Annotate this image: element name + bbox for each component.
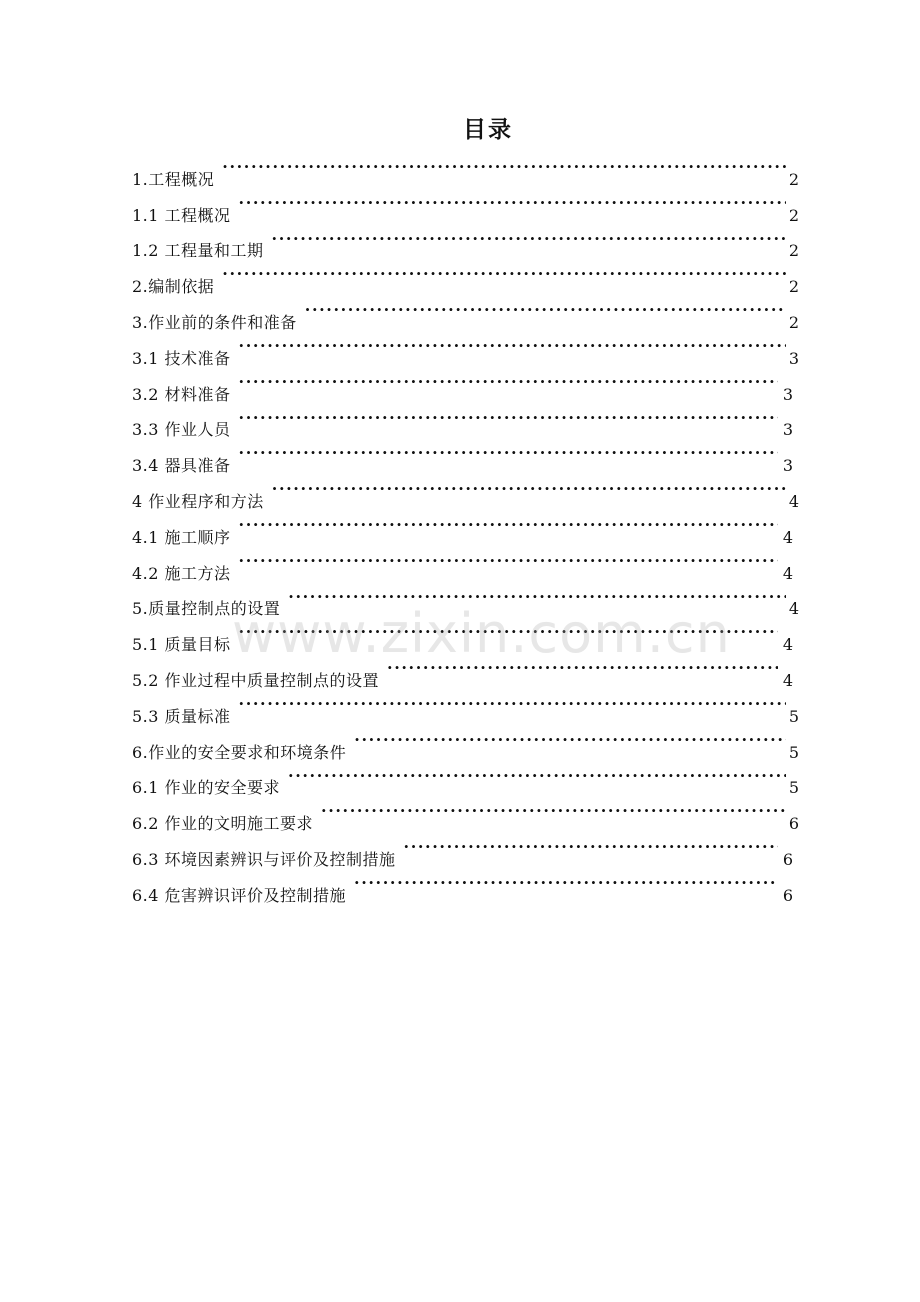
toc-dot-leader	[404, 829, 778, 865]
table-of-contents	[132, 149, 799, 905]
toc-dot-leader	[239, 686, 786, 722]
toc-page-number: 5	[788, 706, 799, 726]
toc-page-number: 2	[788, 205, 799, 225]
toc-page-number: 3	[782, 420, 793, 440]
toc-entry-label: 3.1 技术准备	[132, 348, 231, 368]
toc-page-number: 4	[782, 527, 793, 547]
toc-dot-leader	[239, 328, 786, 364]
toc-entry[interactable]	[132, 256, 799, 297]
toc-entry[interactable]	[132, 471, 799, 511]
toc-entry-label: 1.工程概况	[132, 169, 215, 189]
toc-entry-label: 3.4 器具准备	[132, 456, 231, 476]
toc-dot-leader	[239, 614, 778, 650]
toc-dot-leader	[222, 256, 786, 292]
toc-entry-label: 6.4 危害辨识评价及控制措施	[132, 885, 347, 905]
toc-page-number: 6	[782, 885, 793, 905]
toc-dot-leader	[354, 722, 786, 758]
toc-page-number: 5	[788, 742, 799, 762]
toc-entry-label: 2.编制依据	[132, 277, 215, 297]
toc-dot-leader	[288, 579, 786, 615]
toc-entry-label: 6.作业的安全要求和环境条件	[132, 742, 347, 762]
toc-page-number: 6	[788, 814, 799, 834]
toc-page-number: 5	[788, 778, 799, 798]
toc-entry[interactable]	[132, 543, 799, 583]
toc-entry-label: 5.1 质量目标	[132, 635, 231, 655]
toc-page-number: 4	[782, 563, 793, 583]
toc-dot-leader	[239, 185, 786, 221]
toc-entry-label: 4 作业程序和方法	[132, 491, 264, 511]
toc-dot-leader	[239, 507, 778, 543]
toc-entry-label: 3.2 材料准备	[132, 384, 231, 404]
toc-entry-label: 1.2 工程量和工期	[132, 241, 264, 261]
toc-dot-leader	[272, 221, 786, 257]
toc-entry-label: 6.3 环境因素辨识与评价及控制措施	[132, 849, 396, 869]
toc-dot-leader	[239, 364, 778, 400]
toc-entry-label: 6.1 作业的安全要求	[132, 778, 281, 798]
toc-page-number: 4	[782, 670, 793, 690]
toc-entry-label: 5.质量控制点的设置	[132, 599, 281, 619]
toc-title: 目录	[463, 117, 513, 143]
toc-entry[interactable]	[132, 400, 799, 440]
toc-entry-label: 5.2 作业过程中质量控制点的设置	[132, 670, 380, 690]
toc-page-number: 4	[788, 491, 799, 511]
toc-entry-label: 3.作业前的条件和准备	[132, 312, 297, 332]
toc-page-number: 2	[788, 277, 799, 297]
toc-entry[interactable]	[132, 722, 799, 762]
toc-page-number: 3	[782, 384, 793, 404]
toc-dot-leader	[222, 149, 786, 185]
toc-entry[interactable]	[132, 149, 799, 189]
toc-dot-leader	[305, 292, 786, 328]
toc-dot-leader	[239, 435, 778, 471]
toc-page-number: 4	[788, 599, 799, 619]
toc-dot-leader	[288, 758, 786, 794]
toc-entry[interactable]	[132, 292, 799, 332]
toc-dot-leader	[387, 650, 778, 686]
toc-entry-label: 4.2 施工方法	[132, 563, 231, 583]
toc-dot-leader	[239, 543, 778, 579]
toc-entry[interactable]	[132, 650, 799, 690]
toc-dot-leader	[272, 471, 786, 507]
toc-dot-leader	[354, 865, 778, 901]
toc-entry-label: 6.2 作业的文明施工要求	[132, 814, 314, 834]
toc-page-number: 3	[782, 456, 793, 476]
toc-entry-label: 4.1 施工顺序	[132, 527, 231, 547]
toc-page-number: 2	[788, 169, 799, 189]
toc-entry[interactable]	[132, 435, 799, 476]
toc-dot-leader	[321, 793, 786, 829]
toc-entry-label: 3.3 作业人员	[132, 420, 231, 440]
toc-entry-label: 1.1 工程概况	[132, 205, 231, 225]
toc-page-number: 4	[782, 635, 793, 655]
toc-entry[interactable]	[132, 185, 799, 225]
toc-page-number: 2	[788, 312, 799, 332]
toc-entry-label: 5.3 质量标准	[132, 706, 231, 726]
watermark: www.zixin.com.cn	[232, 602, 731, 665]
toc-entry[interactable]	[132, 364, 799, 404]
toc-page-number: 2	[788, 241, 799, 261]
toc-entry[interactable]	[132, 221, 799, 261]
toc-page-number: 3	[788, 348, 799, 368]
toc-page-number: 6	[782, 849, 793, 869]
toc-entry[interactable]	[132, 579, 799, 619]
toc-dot-leader	[239, 400, 778, 436]
